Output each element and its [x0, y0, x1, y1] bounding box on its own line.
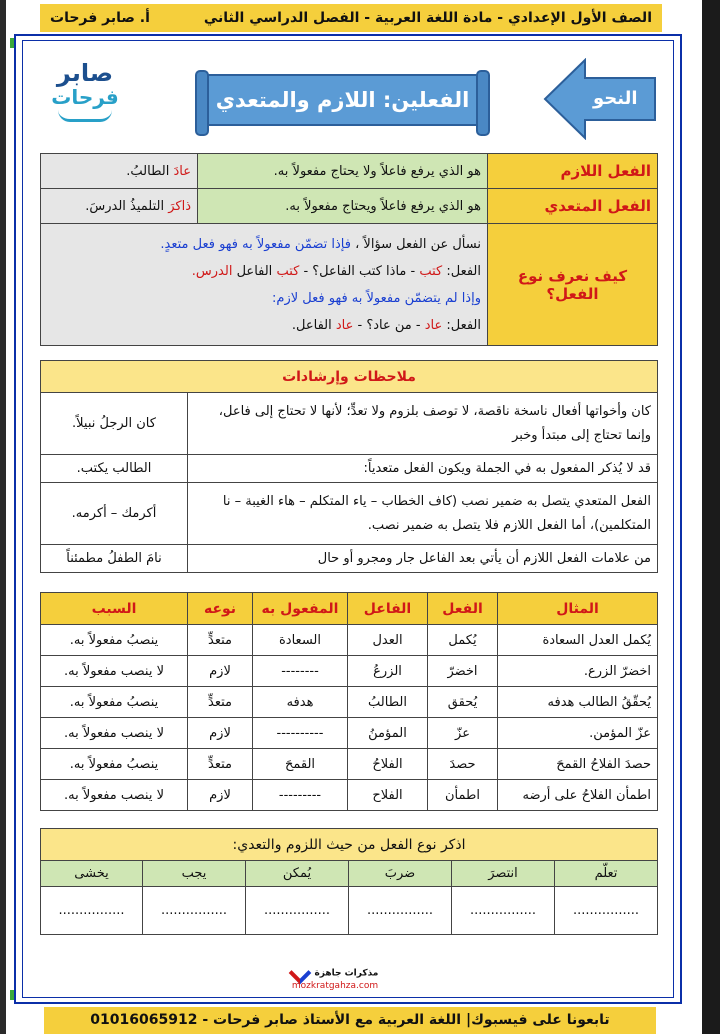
answer-blank[interactable]: ................ [143, 887, 246, 935]
table-row [41, 687, 658, 718]
exercise-table [40, 828, 658, 935]
cell-object: ---------- [253, 718, 348, 749]
how-explanation-cell [41, 224, 488, 346]
term-cell: الفعل المتعدي [488, 189, 658, 224]
notes-heading: ملاحظات وإرشادات [41, 361, 658, 393]
term-cell: الفعل اللازم [488, 154, 658, 189]
cell-example: حصدَ الفلاحُ القمحَ [498, 749, 658, 780]
header-teacher: أ. صابر فرحات [50, 10, 150, 26]
note-example: نامَ الطفلُ مطمئناً [41, 545, 188, 573]
cell-reason: لا ينصب مفعولاً به. [41, 780, 188, 811]
cell-type: متعدٍّ [188, 687, 253, 718]
answer-blank[interactable]: ................ [452, 887, 555, 935]
note-example: أكرمك – أكرمه. [41, 483, 188, 545]
cell-type: لازم [188, 780, 253, 811]
table-row [41, 861, 658, 887]
definition-cell: هو الذي يرفع فاعلاً ولا يحتاج مفعولاً به. [198, 154, 488, 189]
table-row [41, 887, 658, 935]
watermark-site: mozkratgahza.com [291, 981, 379, 991]
notes-table [40, 360, 658, 573]
cell-subject: العدل [348, 625, 428, 656]
cell-verb: اطمأن [428, 780, 498, 811]
answer-blank[interactable]: ................ [246, 887, 349, 935]
column-header: السبب [41, 593, 188, 625]
answer-blank[interactable]: ................ [349, 887, 452, 935]
verb-cell: يُمكن [246, 861, 349, 887]
lesson-title-text: الفعلين: اللازم والمتعدي [215, 88, 470, 112]
verb-cell: تعلّم [555, 861, 658, 887]
cell-object: --------- [253, 780, 348, 811]
how-line-3: وإذا لم يتضمّن مفعولاً به فهو فعل لازم: [272, 290, 481, 306]
cell-type: لازم [188, 656, 253, 687]
table-row [41, 455, 658, 483]
header-course: الصف الأول الإعدادي - مادة اللغة العربية - الفصل الدراسي الثاني [203, 10, 652, 26]
section-arrow [543, 58, 658, 140]
cell-subject: الفلاح [348, 780, 428, 811]
analysis-table [40, 592, 658, 811]
cell-subject: الطالبُ [348, 687, 428, 718]
cell-type: متعدٍّ [188, 625, 253, 656]
column-header: الفاعل [348, 593, 428, 625]
watermark-name: مذكرات جاهزة [314, 968, 379, 979]
cell-verb: يُحقق [428, 687, 498, 718]
page-header [40, 4, 662, 32]
cell-object: هدفه [253, 687, 348, 718]
answer-blank[interactable]: ................ [41, 887, 143, 935]
definition-cell: هو الذي يرفع فاعلاً ويحتاج مفعولاً به. [198, 189, 488, 224]
how-line-2: الفعل: كتب - ماذا كتب الفاعل؟ - كتب الفاعل الدرس. [191, 263, 481, 279]
verb-cell: انتصرَ [452, 861, 555, 887]
cell-example: اخضرّ الزرع. [498, 656, 658, 687]
cell-reason: لا ينصب مفعولاً به. [41, 656, 188, 687]
cell-example: يُكمل العدل السعادة [498, 625, 658, 656]
cell-verb: عزّ [428, 718, 498, 749]
definitions-table [40, 153, 658, 346]
table-row [41, 749, 658, 780]
verb-cell: يخشى [41, 861, 143, 887]
cell-reason: ينصبُ مفعولاً به. [41, 687, 188, 718]
cell-object: السعادة [253, 625, 348, 656]
table-row [41, 625, 658, 656]
column-header: المفعول به [253, 593, 348, 625]
cell-type: متعدٍّ [188, 749, 253, 780]
watermark-logo [275, 965, 395, 995]
logo-line2: فرحات [51, 85, 119, 109]
note-text: من علامات الفعل اللازم أن يأتي بعد الفاعل جار ومجرو أو حال [188, 545, 658, 573]
note-text: كان وأخواتها أفعال ناسخة ناقصة، لا توصف بلزوم ولا تعدٍّ؛ لأنها لا تحتاج إلى فاعل، وإنما تحتاج إلى مبتدأ وخبر [188, 393, 658, 455]
section-label: النحو [593, 88, 638, 109]
book-icon [58, 110, 112, 122]
cell-verb: حصدَ [428, 749, 498, 780]
table-row [41, 361, 658, 393]
cell-example: عزّ المؤمن. [498, 718, 658, 749]
note-text: الفعل المتعدي يتصل به ضمير نصب (كاف الخطاب – ياء المتكلم – هاء الغيبة – نا المتكلمين)، أما الفعل اللازم فلا يتصل به ضمير نصب. [188, 483, 658, 545]
how-line-4: الفعل: عاد - من عاد؟ - عاد الفاعل. [291, 317, 481, 333]
column-header: نوعه [188, 593, 253, 625]
teacher-logo [45, 60, 125, 132]
cell-object: القمحَ [253, 749, 348, 780]
cell-example: اطمأن الفلاحُ على أرضه [498, 780, 658, 811]
cell-subject: الفلاحُ [348, 749, 428, 780]
table-row [41, 154, 658, 189]
how-line-1: نسأل عن الفعل سؤالاً ، فإذا تضمّن مفعولاً به فهو فعل متعدٍ. [160, 236, 481, 252]
example-cell: عادَ الطالبُ. [41, 154, 198, 189]
table-row [41, 780, 658, 811]
right-edge [702, 0, 720, 1034]
note-example: كان الرجلُ نبيلاً. [41, 393, 188, 455]
left-edge [0, 0, 6, 1034]
table-row [41, 718, 658, 749]
column-header: المثال [498, 593, 658, 625]
cell-verb: يُكمل [428, 625, 498, 656]
cell-subject: الزرعُ [348, 656, 428, 687]
lesson-title [205, 74, 480, 126]
table-row [41, 545, 658, 573]
cell-subject: المؤمنُ [348, 718, 428, 749]
table-row [41, 189, 658, 224]
cell-reason: ينصبُ مفعولاً به. [41, 625, 188, 656]
how-label-cell: كيف نعرف نوع الفعل؟ [488, 224, 658, 346]
verb-cell: يجب [143, 861, 246, 887]
cell-reason: ينصبُ مفعولاً به. [41, 749, 188, 780]
column-header: الفعل [428, 593, 498, 625]
answer-blank[interactable]: ................ [555, 887, 658, 935]
cell-object: -------- [253, 656, 348, 687]
example-cell: ذاكرَ التلميذُ الدرسَ. [41, 189, 198, 224]
cell-reason: لا ينصب مفعولاً به. [41, 718, 188, 749]
note-text: قد لا يُذكر المفعول به في الجملة ويكون الفعل متعدياً: [188, 455, 658, 483]
note-example: الطالب يكتب. [41, 455, 188, 483]
page-footer: تابعونا على فيسبوك| اللغة العربية مع الأستاذ صابر فرحات - 01016065912 [44, 1007, 656, 1034]
cell-verb: اخضرّ [428, 656, 498, 687]
logo-line1: صابر [56, 59, 114, 87]
table-row [41, 393, 658, 455]
verb-cell: ضربَ [349, 861, 452, 887]
cell-example: يُحقّقُ الطالب هدفه [498, 687, 658, 718]
table-row [41, 656, 658, 687]
exercise-heading: اذكر نوع الفعل من حيث اللزوم والتعدي: [41, 829, 658, 861]
table-row [41, 224, 658, 346]
table-row [41, 483, 658, 545]
table-row [41, 829, 658, 861]
table-header-row [41, 593, 658, 625]
cell-type: لازم [188, 718, 253, 749]
